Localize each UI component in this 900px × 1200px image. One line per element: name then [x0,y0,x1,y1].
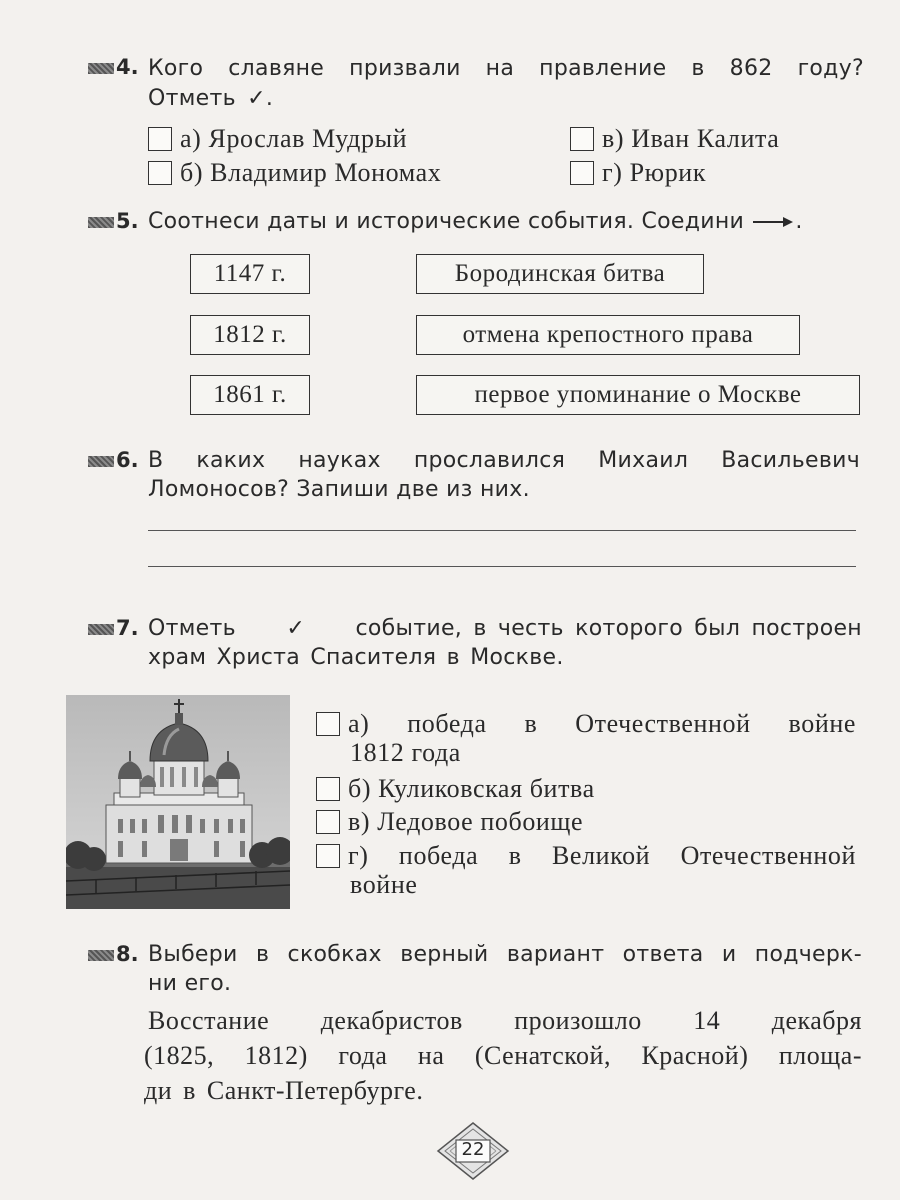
task-7-option-d[interactable] [316,841,856,871]
task-8-question-line2: ни его. [148,971,232,996]
arrow-right-icon [751,215,795,229]
task-marker-icon [88,624,114,635]
task-8-question-line1: Выбери в скобках верный вариант ответа и подчерк- [148,942,862,967]
date-box-1147[interactable]: 1147 г. [190,254,310,294]
checkbox[interactable] [316,810,340,834]
task-6-question-line1: В каких науках прославился Михаил Васильевич [148,448,860,473]
task-marker-icon [88,217,114,228]
option-label-continued: войне [350,870,418,899]
checkbox[interactable] [148,127,172,151]
task-7-question-line1 [148,614,862,643]
task-4-option-d[interactable] [570,158,706,188]
task-8-text-line3: ди в Санкт-Петербурге. [144,1076,424,1105]
task-5-question-text: Соотнеси даты и исторические события. Соедини [148,209,745,234]
event-box-moscow[interactable]: первое упоминание о Москве [416,375,860,415]
option-label: г) победа в Великой Отечественной [348,841,856,870]
event-box-serfdom[interactable]: отмена крепостного права [416,315,800,355]
checkbox[interactable] [570,127,594,151]
task-7-number: 7. [116,616,139,640]
task-4-question-line2 [148,84,273,113]
checkbox[interactable] [316,844,340,868]
checkbox[interactable] [316,712,340,736]
task-5-question [148,207,864,236]
option-label: б) Куликовская битва [348,774,595,803]
answer-line[interactable] [148,530,856,531]
task-7-question-rest: событие, в честь которого был построен [355,616,862,641]
answer-line[interactable] [148,566,856,567]
check-mark-icon: ✓ [247,86,266,111]
task-marker-icon [88,950,114,961]
task-4-number: 4. [116,55,139,79]
task-4-option-b[interactable] [148,158,441,188]
option-label: б) Владимир Мономах [180,158,442,187]
event-box-borodino[interactable]: Бородинская битва [416,254,704,294]
date-box-1861[interactable]: 1861 г. [190,375,310,415]
task-6-question-line2: Ломоносов? Запиши две из них. [148,477,530,502]
check-mark-icon: ✓ [286,616,306,641]
task-5-period: . [795,209,803,234]
cathedral-photo [66,695,290,909]
task-7-option-b[interactable] [316,774,595,804]
option-label: в) Иван Калита [602,124,780,153]
task-4-option-c[interactable] [570,124,779,154]
option-label: г) Рюрик [602,158,707,187]
option-label: а) Ярослав Мудрый [180,124,408,153]
task-marker-icon [88,63,114,74]
task-4-period: . [265,86,274,111]
option-label: в) Ледовое побоище [348,807,584,836]
task-8-number: 8. [116,942,139,966]
checkbox[interactable] [316,777,340,801]
option-label: а) победа в Отечественной войне [348,709,856,738]
task-7-option-c[interactable] [316,807,583,837]
task-4-option-a[interactable] [148,124,407,154]
task-8-text-line2: (1825, 1812) года на (Сенатской, Красной) площа- [144,1041,862,1070]
date-box-1812[interactable]: 1812 г. [190,315,310,355]
task-7-instruction: Отметь [148,616,236,641]
checkbox[interactable] [570,161,594,185]
option-label-continued: 1812 года [350,738,461,767]
task-4-instruction: Отметь [148,86,236,111]
task-5-number: 5. [116,209,139,233]
task-4-question-line1: Кого славяне призвали на правление в 862 году? [148,56,864,81]
checkbox[interactable] [148,161,172,185]
task-8-text-line1: Восстание декабристов произошло 14 декабря [148,1006,862,1035]
task-7-option-a[interactable] [316,709,856,739]
task-marker-icon [88,456,114,467]
task-7-question-line2: храм Христа Спасителя в Москве. [148,645,564,670]
task-6-number: 6. [116,448,139,472]
page-number: 22 [461,1139,485,1160]
